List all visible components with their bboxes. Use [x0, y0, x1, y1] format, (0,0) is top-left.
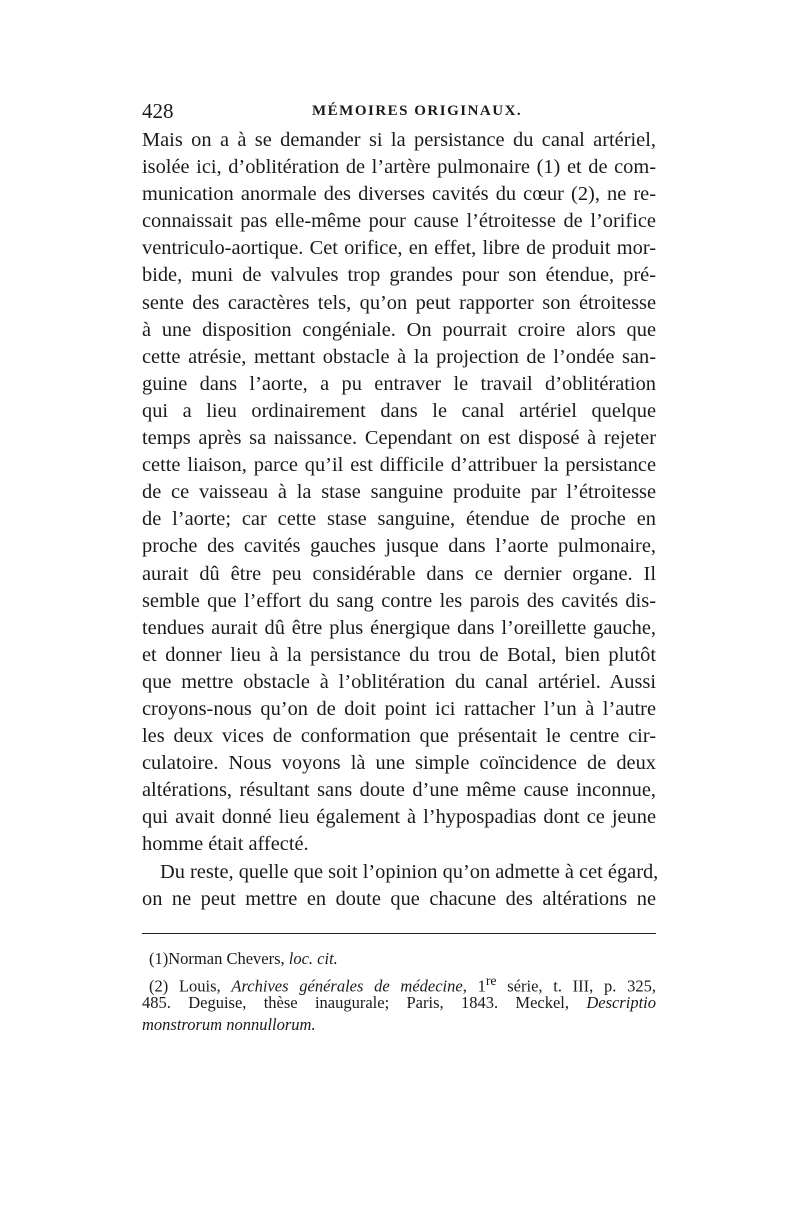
text-line: tendues aurait dû être plus énergique dans l’oreillette gauche, — [142, 616, 656, 639]
text-line: les deux vices de conformation que présentait le centre cir- — [142, 725, 656, 748]
footnote-divider — [142, 933, 656, 934]
footnote-series-pre: , 1 — [462, 976, 486, 996]
text-line: qui a lieu ordinairement dans le canal artériel quelque — [142, 399, 656, 422]
footnote-marker: (1) — [149, 949, 169, 968]
page-number: 428 — [142, 99, 174, 123]
text-line: altérations, résultant sans doute d’une même cause inconnue, — [142, 779, 656, 802]
footnote-text: 485. Deguise, thèse inaugurale; Paris, 1843. Meckel, — [142, 993, 587, 1012]
text-line: homme était affecté. — [142, 833, 309, 856]
text-line: isolée ici, d’oblitération de l’artère pulmonaire (1) et de com- — [142, 156, 656, 179]
text-line: Du reste, quelle que soit l’opinion qu’on admette à cet égard, — [160, 860, 659, 883]
footnotes — [142, 948, 656, 1036]
footnote-series-superscript: re — [485, 973, 497, 988]
footnote-title: Descriptio — [586, 993, 656, 1012]
footnote-journal: Archives générales de médecine — [231, 976, 463, 996]
text-line: de ce vaisseau à la stase sanguine produite par l’étroitesse — [142, 481, 656, 504]
running-head — [142, 98, 662, 124]
text-line: semble que l’effort du sang contre les parois des cavités dis- — [142, 589, 656, 612]
text-line: ventriculo-aortique. Cet orifice, en effet, libre de produit mor- — [142, 237, 656, 260]
text-line: à une disposition congéniale. On pourrait croire alors que — [142, 318, 656, 341]
text-line: munication anormale des diverses cavités du cœur (2), ne re- — [142, 183, 656, 206]
text-line: bide, muni de valvules trop grandes pour son étendue, pré- — [142, 264, 656, 287]
body-text — [142, 127, 659, 913]
footnote-marker: (2) — [149, 976, 179, 996]
footnote-author: Louis, — [178, 976, 232, 996]
text-line: Mais on a à se demander si la persistance du canal artériel, — [142, 129, 656, 151]
text-line: proche des cavités gauches jusque dans l’aorte pulmonaire, — [142, 535, 656, 558]
text-line: qui avait donné lieu également à l’hypospadias dont ce jeune — [142, 806, 656, 829]
footnote-2-line-2 — [142, 992, 656, 1014]
text-line: de l’aorte; car cette stase sanguine, étendue de proche en — [142, 508, 656, 531]
footnote-1 — [142, 948, 656, 970]
text-line: aurait dû être peu considérable dans ce dernier organe. Il — [142, 562, 656, 585]
footnote-reference: loc. cit. — [288, 949, 338, 968]
text-line: guine dans l’aorte, a pu entraver le travail d’oblitération — [142, 372, 656, 395]
text-line: que mettre obstacle à l’oblitération du canal artériel. Aussi — [142, 670, 656, 693]
footnote-2-line-1 — [142, 970, 656, 996]
footnote-series-post: série, t. III, p. 325, — [496, 976, 656, 996]
running-title: MÉMOIRES ORIGINAUX. — [312, 103, 523, 119]
text-line: temps après sa naissance. Cependant on est disposé à rejeter — [142, 427, 656, 450]
text-line: culatoire. Nous voyons là une simple coïncidence de deux — [142, 752, 656, 775]
text-line: on ne peut mettre en doute que chacune des altérations ne — [142, 887, 656, 910]
text-line: cette liaison, parce qu’il est difficile d’attribuer la persistance — [142, 454, 656, 477]
text-line: connaissait pas elle-même pour cause l’étroitesse de l’orifice — [142, 210, 656, 233]
text-line: cette atrésie, mettant obstacle à la projection de l’ondée san- — [142, 345, 656, 368]
footnote-2-line-3: monstrorum nonnullorum. — [142, 1015, 316, 1034]
footnote-author: Norman Chevers, — [168, 949, 289, 968]
text-line: croyons-nous qu’on de doit point ici rattacher l’un à l’autre — [142, 697, 656, 720]
text-line: sente des caractères tels, qu’on peut rapporter son étroitesse — [142, 291, 656, 314]
text-line: et donner lieu à la persistance du trou de Botal, bien plutôt — [142, 643, 656, 666]
